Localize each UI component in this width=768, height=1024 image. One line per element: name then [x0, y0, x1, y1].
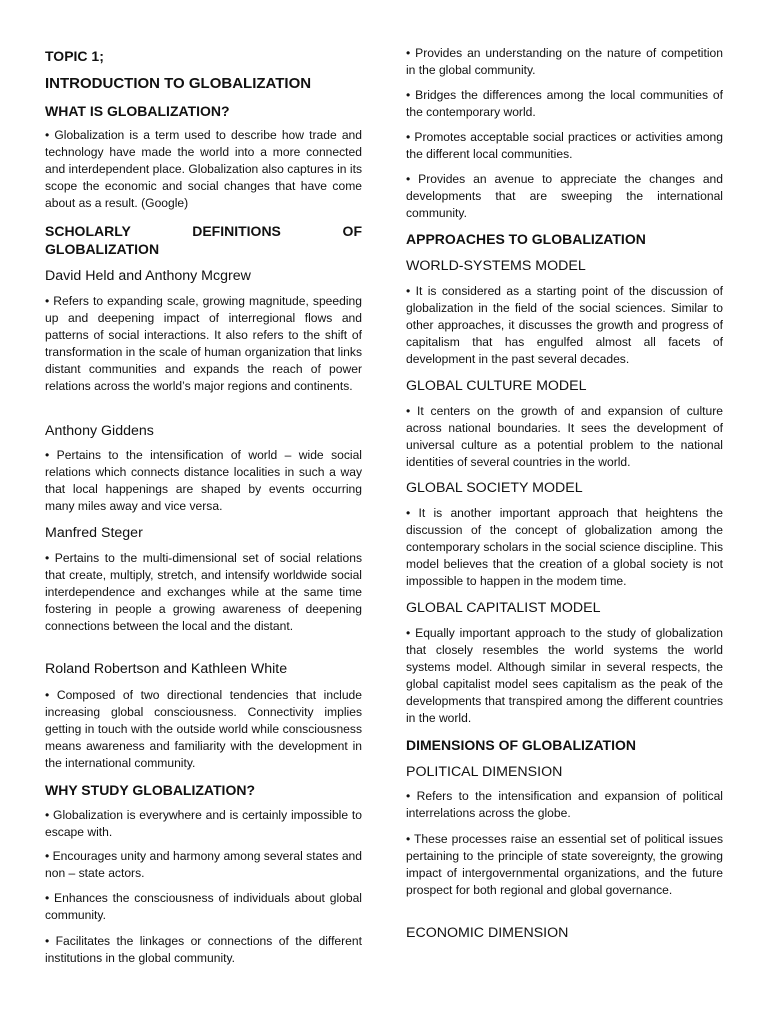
author-giddens: Anthony Giddens	[45, 423, 154, 439]
global-capitalist-heading: GLOBAL CAPITALIST MODEL	[406, 600, 601, 616]
author-robertson-white: Roland Robertson and Kathleen White	[45, 661, 288, 677]
topic-label: TOPIC 1;	[45, 48, 104, 64]
dimensions-heading: DIMENSIONS OF GLOBALIZATION	[406, 737, 636, 753]
why-point-2: • Encourages unity and harmony among several states and non – state actors.	[45, 849, 362, 880]
why-study-heading: WHY STUDY GLOBALIZATION?	[45, 782, 255, 798]
political-point-1: • Refers to the intensification and expansion of political interrelations across the globe.	[406, 789, 723, 820]
author-steger: Manfred Steger	[45, 525, 143, 541]
economic-dimension-heading: ECONOMIC DIMENSION	[406, 925, 569, 941]
robertson-definition: • Composed of two directional tendencies that include increasing global consciousness. Connectivity implies getting in touch with the outside world while consciousness means awareness and familiarity with the development in the international community.	[45, 688, 362, 770]
global-culture-heading: GLOBAL CULTURE MODEL	[406, 378, 587, 394]
world-systems-paragraph: • It is considered as a starting point of the discussion of globalization in the field of the social sciences. Similar to other approaches, it discusses the growth and progress of capitalism that has engulfed almost all facets of development in the past several decades.	[406, 284, 723, 366]
political-point-2: • These processes raise an essential set of political issues pertaining to the principle of state sovereignty, the growing impact of intergovernmental organizations, and the future prospect for both regional and global governance.	[406, 832, 723, 897]
held-definition: • Refers to expanding scale, growing magnitude, speeding up and deepening impact of interregional flows and patterns of social interactions. It also refers to the shift of transformation in the scale of human organization that links distant communities and expands the reach of power relations across the world’s major regions and continents.	[45, 294, 362, 393]
scholarly-heading-line1: SCHOLARLY DEFINITIONS OF	[45, 223, 362, 239]
why-point-1: • Globalization is everywhere and is certainly impossible to escape with.	[45, 808, 362, 839]
why-point-8: • Provides an avenue to appreciate the changes and developments that are sweeping the international community.	[406, 172, 723, 220]
giddens-definition: • Pertains to the intensification of world – wide social relations which connects distance localities in such a way that local happenings are shaped by events occurring many miles away and vice versa.	[45, 448, 362, 513]
why-point-3: • Enhances the consciousness of individuals about global community.	[45, 891, 362, 922]
author-held-mcgrew: David Held and Anthony Mcgrew	[45, 268, 251, 284]
global-society-heading: GLOBAL SOCIETY MODEL	[406, 480, 583, 496]
why-point-5: • Provides an understanding on the nature of competition in the global community.	[406, 46, 723, 77]
political-dimension-heading: POLITICAL DIMENSION	[406, 764, 563, 780]
intro-heading: INTRODUCTION TO GLOBALIZATION	[45, 75, 312, 92]
world-systems-heading: WORLD-SYSTEMS MODEL	[406, 258, 586, 274]
why-point-6: • Bridges the differences among the local communities of the contemporary world.	[406, 88, 723, 119]
what-is-heading: WHAT IS GLOBALIZATION?	[45, 103, 230, 119]
steger-definition: • Pertains to the multi-dimensional set of social relations that create, multiply, stretch, and intensify worldwide social interdependence and exchanges while at the same time fostering in people a growing awareness of deepening connections between the local and the distant.	[45, 551, 362, 633]
scholarly-heading-line2: GLOBALIZATION	[45, 241, 160, 257]
why-point-4: • Facilitates the linkages or connections of the different institutions in the global community.	[45, 934, 362, 965]
what-is-paragraph: • Globalization is a term used to describe how trade and technology have made the world into a more connected and interdependent place. Globalization also captures in its scope the economic and social changes that have come about as a result. (Google)	[45, 128, 362, 210]
global-society-paragraph: • It is another important approach that heightens the discussion of the concept of globalization among the contemporary scholars in the social science discipline. This model believes that the creation of a global society is not impossible to happen in the modem time.	[406, 506, 723, 588]
global-capitalist-paragraph: • Equally important approach to the study of globalization that closely resembles the world systems the world systems model. Although similar in several respects, the global capitalist model sees capitalism as the peak of the developments that transpired among the different countries in the world.	[406, 626, 723, 725]
why-point-7: • Promotes acceptable social practices or activities among the different local communities.	[406, 130, 723, 161]
approaches-heading: APPROACHES TO GLOBALIZATION	[406, 231, 646, 247]
global-culture-paragraph: • It centers on the growth of and expansion of culture across national boundaries. It sees the development of universal culture as a potential problem to the national identities of several countries in the world.	[406, 404, 723, 469]
